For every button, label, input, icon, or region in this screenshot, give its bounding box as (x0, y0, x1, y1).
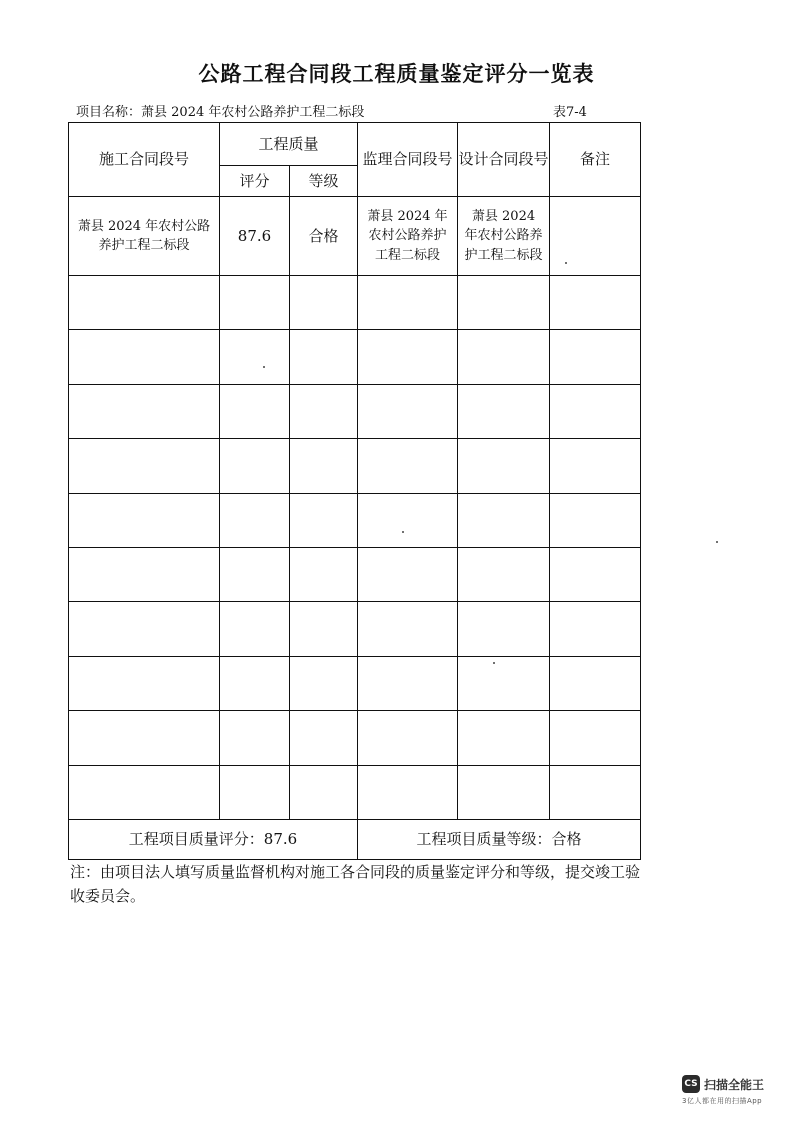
empty-cell (220, 656, 290, 710)
empty-cell (458, 547, 550, 601)
cell-construction: 萧县 2024 年农村公路养护工程二标段 (69, 197, 220, 276)
empty-cell (458, 493, 550, 547)
empty-table-row (69, 765, 641, 819)
empty-table-row (69, 276, 641, 330)
empty-cell (69, 493, 220, 547)
scan-speck (565, 262, 567, 264)
empty-cell (550, 656, 641, 710)
empty-cell (550, 711, 641, 765)
empty-cell (69, 439, 220, 493)
empty-cell (290, 439, 358, 493)
empty-cell (358, 330, 458, 384)
empty-cell (69, 765, 220, 819)
empty-cell (458, 765, 550, 819)
scan-speck (493, 662, 495, 664)
empty-cell (550, 602, 641, 656)
scanner-watermark (682, 1075, 782, 1106)
empty-cell (69, 711, 220, 765)
empty-cell (220, 547, 290, 601)
cell-score: 87.6 (220, 197, 290, 276)
empty-table-row (69, 493, 641, 547)
scan-speck (716, 541, 718, 543)
quality-assessment-table (68, 122, 641, 860)
project-quality-grade: 工程项目质量等级：合格 (358, 819, 641, 859)
project-name: 萧县 2024 年农村公路养护工程二标段 (141, 105, 365, 120)
empty-cell (290, 765, 358, 819)
empty-cell (220, 765, 290, 819)
empty-cell (290, 493, 358, 547)
cell-design: 萧县 2024 年农村公路养护工程二标段 (458, 197, 550, 276)
empty-cell (220, 493, 290, 547)
empty-cell (69, 602, 220, 656)
empty-cell (550, 384, 641, 438)
empty-cell (220, 602, 290, 656)
empty-cell (290, 276, 358, 330)
empty-cell (290, 602, 358, 656)
empty-cell (550, 547, 641, 601)
empty-cell (358, 384, 458, 438)
cell-remarks (550, 197, 641, 276)
empty-table-row (69, 439, 641, 493)
empty-cell (458, 711, 550, 765)
project-info (76, 101, 364, 120)
scan-speck (263, 366, 265, 368)
empty-cell (550, 276, 641, 330)
header-quality: 工程质量 (220, 123, 358, 166)
empty-cell (290, 711, 358, 765)
scan-speck (402, 531, 404, 533)
document-title: 公路工程合同段工程质量鉴定评分一览表 (198, 61, 595, 86)
empty-cell (550, 439, 641, 493)
empty-cell (458, 330, 550, 384)
header-grade: 等级 (290, 166, 358, 197)
empty-cell (458, 276, 550, 330)
table-footer (69, 819, 641, 859)
cell-grade: 合格 (290, 197, 358, 276)
empty-cell (458, 602, 550, 656)
cell-supervision: 萧县 2024 年农村公路养护工程二标段 (358, 197, 458, 276)
empty-cell (358, 656, 458, 710)
empty-cell (69, 276, 220, 330)
empty-cell (290, 656, 358, 710)
empty-cell (220, 711, 290, 765)
empty-table-row (69, 547, 641, 601)
empty-cell (358, 493, 458, 547)
empty-table-row (69, 330, 641, 384)
empty-cell (358, 711, 458, 765)
empty-table-row (69, 384, 641, 438)
empty-cell (458, 384, 550, 438)
header-remarks: 备注 (550, 123, 641, 197)
empty-table-row (69, 711, 641, 765)
empty-cell (220, 439, 290, 493)
empty-cell (69, 547, 220, 601)
empty-cell (358, 602, 458, 656)
table-row (69, 197, 641, 276)
note: 注：由项目法人填写质量监督机构对施工各合同段的质量鉴定评分和等级，提交竣工验收委员会。 (70, 863, 641, 905)
empty-cell (69, 330, 220, 384)
empty-cell (290, 547, 358, 601)
empty-cell (358, 276, 458, 330)
project-label: 项目名称： (76, 105, 142, 120)
empty-cell (550, 765, 641, 819)
header-construction-section: 施工合同段号 (69, 123, 220, 197)
empty-cell (550, 330, 641, 384)
empty-table-row (69, 602, 641, 656)
table-number: 表7-4 (553, 105, 587, 120)
empty-cell (220, 384, 290, 438)
empty-cell (550, 493, 641, 547)
camscanner-logo-icon: CS (682, 1075, 700, 1093)
empty-cell (358, 765, 458, 819)
empty-cell (220, 330, 290, 384)
project-quality-score: 工程项目质量评分：87.6 (69, 819, 358, 859)
empty-cell (69, 384, 220, 438)
empty-cell (358, 547, 458, 601)
empty-cell (290, 384, 358, 438)
empty-table-row (69, 656, 641, 710)
empty-cell (290, 330, 358, 384)
header-score: 评分 (220, 166, 290, 197)
header-supervision-section: 监理合同段号 (358, 123, 458, 197)
header-design-section: 设计合同段号 (458, 123, 550, 197)
empty-cell (69, 656, 220, 710)
empty-cell (458, 656, 550, 710)
empty-cell (220, 276, 290, 330)
empty-cell (458, 439, 550, 493)
watermark-tagline: 3亿人都在用的扫描App (682, 1097, 763, 1105)
watermark-name: 扫描全能王 (704, 1077, 765, 1092)
empty-cell (358, 439, 458, 493)
